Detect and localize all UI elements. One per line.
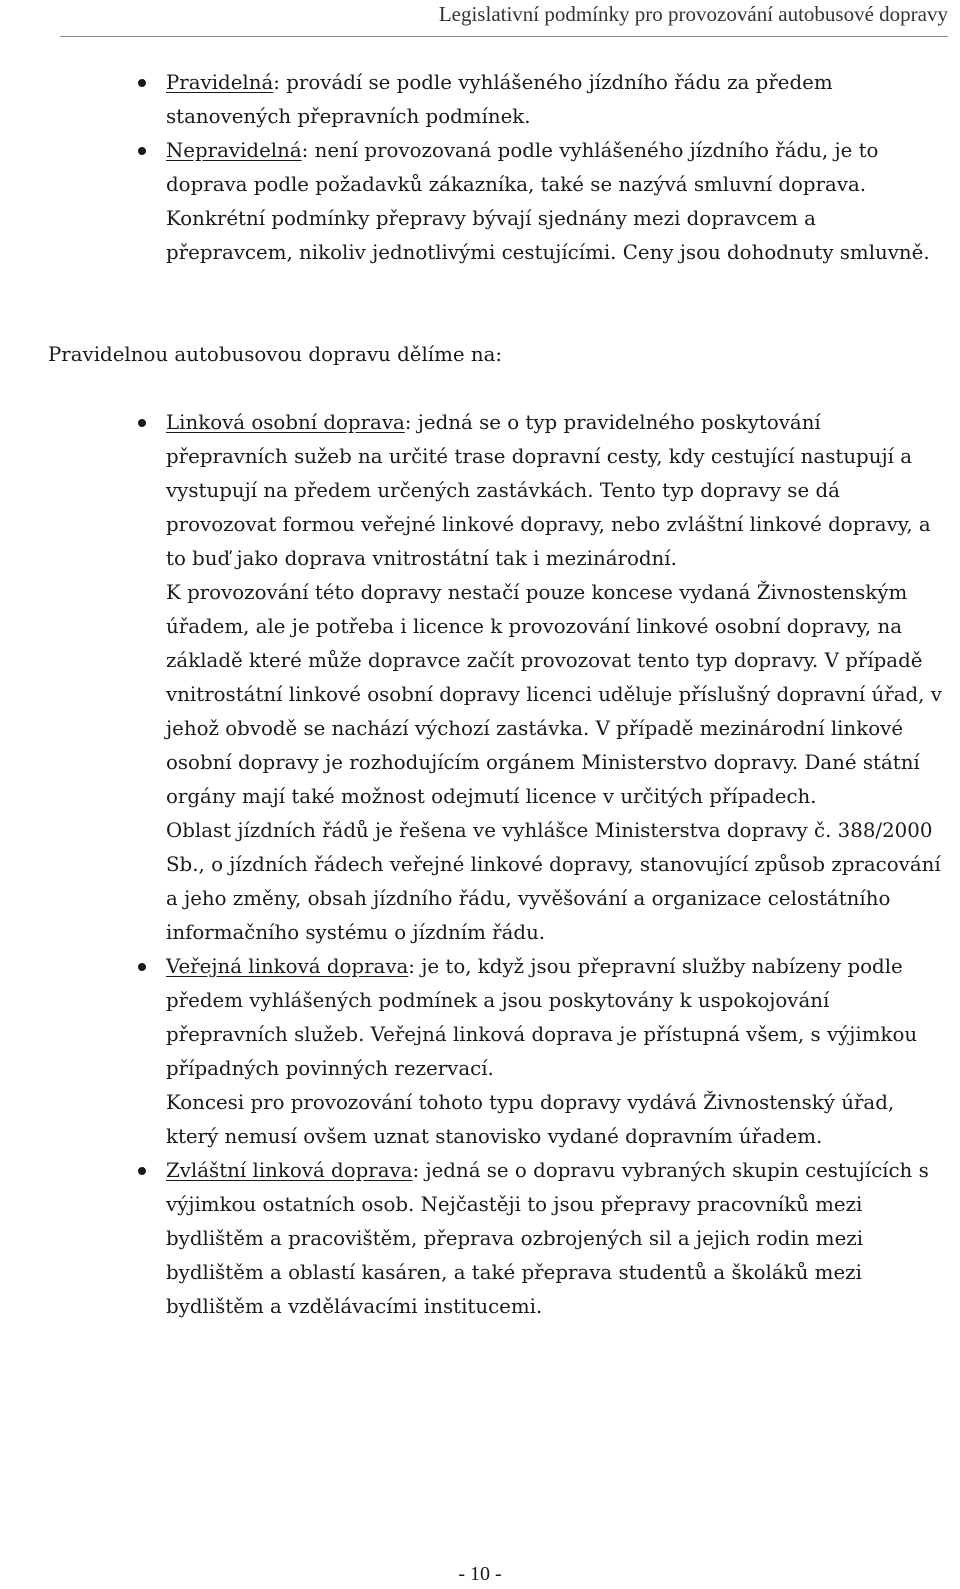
list-item-text: Linková osobní doprava: jedná se o typ pravidelného poskytování přepravních sužeb na určité trase dopravní cesty, kdy cestující nastupují a vystupují na předem určených zastávkách. Tento typ dopravy se dá provozovat formou veřejné linkové dopravy, nebo zvláštní linkové dopravy, a to buď jako doprava vnitrostátní tak i mezinárodní. (166, 411, 931, 570)
term-definition: jedná se o typ pravidelného poskytování přepravních sužeb na určité trase dopravní cesty, kdy cestující nastupují a vystupují na předem určených zastávkách. Tento typ dopravy se dá provozovat formou veřejné linkové dopravy, nebo zvláštní linkové dopravy, a to buď jako doprava vnitrostátní tak i mezinárodní. (166, 411, 931, 570)
list-item-paragraph: Koncesi pro provozování tohoto typu dopravy vydává Živnostenský úřad, který nemusí ovšem uznat stanovisko vydané dopravním úřadem. (166, 1091, 895, 1148)
term-definition: je to, když jsou přepravní služby nabízeny podle předem vyhlášených podmínek a jsou poskytovány k uspokojování přepravních služeb. Veřejná linková doprava je přístupná všem, s výjimkou případných povinných rezervací. (166, 955, 918, 1080)
term-definition: není provozovaná podle vyhlášeného jízdního řádu, je to doprava podle požadavků zákazníka, také se nazývá smluvní doprava. Konkrétní podmínky přepravy bývají sjednány mezi dopravcem a přepravcem, nikoliv jednotlivými cestujícími. Ceny jsou dohodnuty smluvně. (166, 139, 930, 264)
list-item (48, 950, 948, 1154)
term-definition: jedná se o dopravu vybraných skupin cestujících s výjimkou ostatních osob. Nejčastěji to jsou přepravy pracovníků mezi bydlištěm a pracovištěm, přeprava ozbrojených sil a jejich rodin mezi bydlištěm a oblastí kasáren, a také přeprava studentů a školáků mezi bydlištěm a vzdělávacími institucemi. (166, 1159, 929, 1318)
list-item-text: Veřejná linková doprava: je to, když jsou přepravní služby nabízeny podle předem vyhlášených podmínek a jsou poskytovány k uspokojování přepravních služeb. Veřejná linková doprava je přístupná všem, s výjimkou případných povinných rezervací. (166, 955, 918, 1080)
list-item (48, 134, 948, 270)
list-item-text: Pravidelná: provádí se podle vyhlášeného jízdního řádu za předem stanovených přepravních podmínek. (166, 71, 833, 128)
list-item-text: Zvláštní linková doprava: jedná se o dopravu vybraných skupin cestujících s výjimkou ostatních osob. Nejčastěji to jsou přepravy pracovníků mezi bydlištěm a pracovištěm, přeprava ozbrojených sil a jejich rodin mezi bydlištěm a oblastí kasáren, a také přeprava studentů a školáků mezi bydlištěm a vzdělávacími institucemi. (166, 1159, 929, 1318)
section-intro: Pravidelnou autobusovou dopravu dělíme na: (48, 343, 503, 366)
bullet-icon (138, 1167, 146, 1175)
bullet-icon (138, 419, 146, 427)
term-special-line-transport: Zvláštní linková doprava (166, 1159, 413, 1182)
document-body (48, 66, 948, 1324)
header-title: Legislativní podmínky pro provozování autobusové dopravy (438, 2, 948, 26)
term-line-passenger-transport: Linková osobní doprava (166, 411, 405, 434)
list-item (48, 1154, 948, 1324)
running-header (60, 0, 948, 37)
term-public-line-transport: Veřejná linková doprava (166, 955, 409, 978)
list-item (48, 66, 948, 134)
list-item-paragraph: K provozování této dopravy nestačí pouze koncese vydaná Živnostenským úřadem, ale je potřeba i licence k provozování linkové osobní dopravy, na základě které může dopravce začít provozovat tento typ dopravy. V případě vnitrostátní linkové osobní dopravy licenci uděluje příslušný dopravní úřad, v jehož obvodě se nachází výchozí zastávka. V případě mezinárodní linkové osobní dopravy je rozhodujícím orgánem Ministerstvo dopravy. Dané státní orgány mají také možnost odejmutí licence v určitých případech. (166, 581, 942, 808)
term-definition: provádí se podle vyhlášeného jízdního řádu za předem stanovených přepravních podmínek. (166, 71, 833, 128)
list-item (48, 406, 948, 950)
bullet-icon (138, 147, 146, 155)
list-item-text: Nepravidelná: není provozovaná podle vyhlášeného jízdního řádu, je to doprava podle požadavků zákazníka, také se nazývá smluvní doprava. Konkrétní podmínky přepravy bývají sjednány mezi dopravcem a přepravcem, nikoliv jednotlivými cestujícími. Ceny jsou dohodnuty smluvně. (166, 139, 930, 264)
bullet-icon (138, 963, 146, 971)
transport-types-list (48, 66, 948, 270)
list-item-paragraph: Oblast jízdních řádů je řešena ve vyhlášce Ministerstva dopravy č. 388/2000 Sb., o jízdních řádech veřejné linkové dopravy, stanovující způsob zpracování a jeho změny, obsah jízdního řádu, vyvěšování a organizace celostátního informačního systému o jízdním řádu. (166, 819, 941, 944)
term-irregular: Nepravidelná (166, 139, 302, 162)
bullet-icon (138, 79, 146, 87)
page-number: - 10 - (458, 1563, 502, 1585)
regular-bus-transport-list (48, 406, 948, 1324)
term-regular: Pravidelná (166, 71, 274, 94)
